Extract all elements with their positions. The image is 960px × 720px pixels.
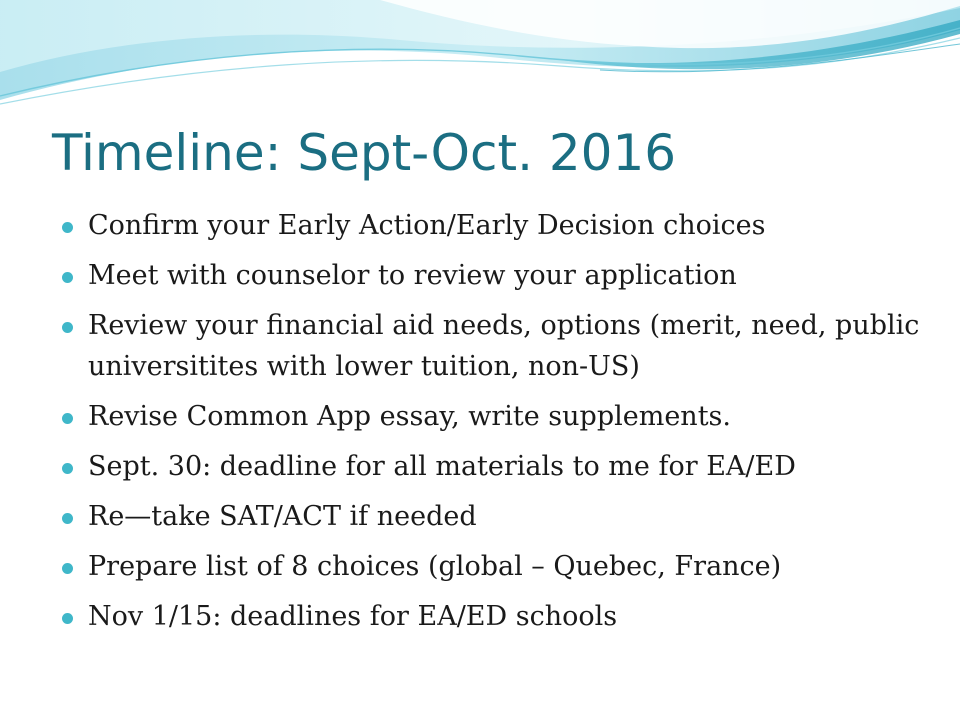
bullet-item — [62, 255, 922, 296]
bullet-list — [62, 205, 922, 646]
bullet-dot-icon — [62, 413, 73, 424]
bullet-text: Review your financial aid needs, options (merit, need, public universitites with lower tuition, non-US) — [88, 310, 920, 382]
bullet-dot-icon — [62, 222, 73, 233]
bullet-text: Confirm your Early Action/Early Decision choices — [88, 210, 766, 241]
bullet-item — [62, 596, 922, 637]
bullet-item — [62, 396, 922, 437]
bullet-text: Re—take SAT/ACT if needed — [88, 501, 477, 532]
bullet-item — [62, 205, 922, 246]
bullet-item — [62, 496, 922, 537]
bullet-dot-icon — [62, 613, 73, 624]
bullet-text: Meet with counselor to review your application — [88, 260, 737, 291]
slide-title: Timeline: Sept-Oct. 2016 — [52, 124, 677, 182]
bullet-dot-icon — [62, 463, 73, 474]
bullet-text: Prepare list of 8 choices (global – Quebec, France) — [88, 551, 782, 582]
bullet-item — [62, 446, 922, 487]
bullet-text: Nov 1/15: deadlines for EA/ED schools — [88, 601, 618, 632]
bullet-text: Sept. 30: deadline for all materials to me for EA/ED — [88, 451, 796, 482]
bullet-dot-icon — [62, 322, 73, 333]
bullet-dot-icon — [62, 563, 73, 574]
bullet-text: Revise Common App essay, write supplements. — [88, 401, 731, 432]
bullet-item — [62, 305, 922, 387]
wave-header-decoration — [0, 0, 960, 120]
bullet-dot-icon — [62, 272, 73, 283]
bullet-dot-icon — [62, 513, 73, 524]
bullet-item — [62, 546, 922, 587]
